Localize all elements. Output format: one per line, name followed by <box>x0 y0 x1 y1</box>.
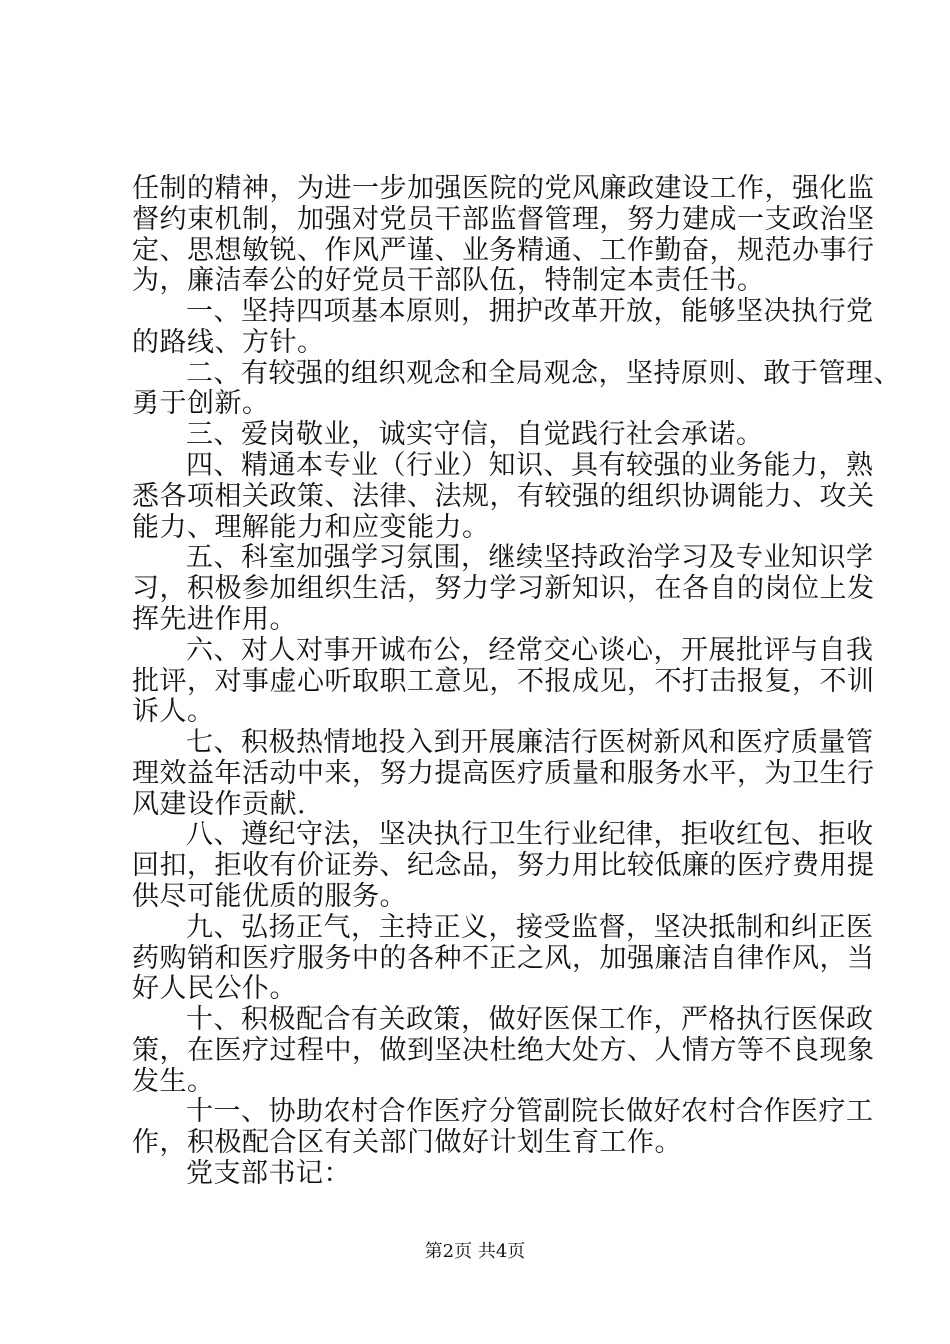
text-line: 为，廉洁奉公的好党员干部队伍，特制定本责任书。 <box>132 265 765 296</box>
text-line: 督约束机制，加强对党员干部监督管理，努力建成一支政治坚 <box>132 204 875 235</box>
text-line: 勇于创新。 <box>132 388 270 419</box>
page-label: 第2页 共4页 <box>424 1241 526 1262</box>
text-line: 九、弘扬正气，主持正义，接受监督，坚决抵制和纠正医 <box>186 912 874 943</box>
text-line: 七、积极热情地投入到开展廉洁行医树新风和医疗质量管 <box>186 727 874 758</box>
text-line: 定、思想敏锐、作风严谨、业务精通、工作勤奋，规范办事行 <box>132 235 875 266</box>
text-line: 五、科室加强学习氛围，继续坚持政治学习及专业知识学 <box>186 542 874 573</box>
page-number-footer <box>0 1240 950 1264</box>
text-line: 的路线、方针。 <box>132 327 325 358</box>
text-line: 十、积极配合有关政策，做好医保工作，严格执行医保政 <box>186 1004 874 1035</box>
text-line: 十一、协助农村合作医疗分管副院长做好农村合作医疗工 <box>186 1096 874 1127</box>
text-line: 能力、理解能力和应变能力。 <box>132 512 490 543</box>
text-line: 作，积极配合区有关部门做好计划生育工作。 <box>132 1127 682 1158</box>
text-line: 好人民公仆。 <box>132 973 297 1004</box>
text-line: 回扣，拒收有价证券、纪念品，努力用比较低廉的医疗费用提 <box>132 850 875 881</box>
text-line: 八、遵纪守法，坚决执行卫生行业纪律，拒收红包、拒收 <box>186 819 874 850</box>
text-line: 发生。 <box>132 1066 215 1097</box>
text-line: 习，积极参加组织生活，努力学习新知识，在各自的岗位上发 <box>132 573 875 604</box>
text-line: 一、坚持四项基本原则，拥护改革开放，能够坚决执行党 <box>186 296 874 327</box>
text-line: 药购销和医疗服务中的各种不正之风，加强廉洁自律作风，当 <box>132 943 875 974</box>
text-line: 策，在医疗过程中，做到坚决杜绝大处方、人情方等不良现象 <box>132 1035 875 1066</box>
text-line: 风建设作贡献. <box>132 789 307 820</box>
text-line: 理效益年活动中来，努力提高医疗质量和服务水平，为卫生行 <box>132 758 875 789</box>
text-line: 批评，对事虚心听取职工意见，不报成见，不打击报复，不训 <box>132 666 875 697</box>
text-line: 四、精通本专业（行业）知识、具有较强的业务能力，熟 <box>186 450 874 481</box>
text-line: 悉各项相关政策、法律、法规，有较强的组织协调能力、攻关 <box>132 481 875 512</box>
text-line: 二、有较强的组织观念和全局观念，坚持原则、敢于管理、 <box>186 358 901 389</box>
text-line: 诉人。 <box>132 696 215 727</box>
text-line: 挥先进作用。 <box>132 604 297 635</box>
text-line: 六、对人对事开诚布公，经常交心谈心，开展批评与自我 <box>186 635 874 666</box>
text-line: 任制的精神，为进一步加强医院的党风廉政建设工作，强化监 <box>132 173 875 204</box>
text-line: 三、爱岗敬业，诚实守信，自觉践行社会承诺。 <box>186 419 764 450</box>
text-line: 党支部书记： <box>186 1158 351 1189</box>
text-line: 供尽可能优质的服务。 <box>132 881 407 912</box>
